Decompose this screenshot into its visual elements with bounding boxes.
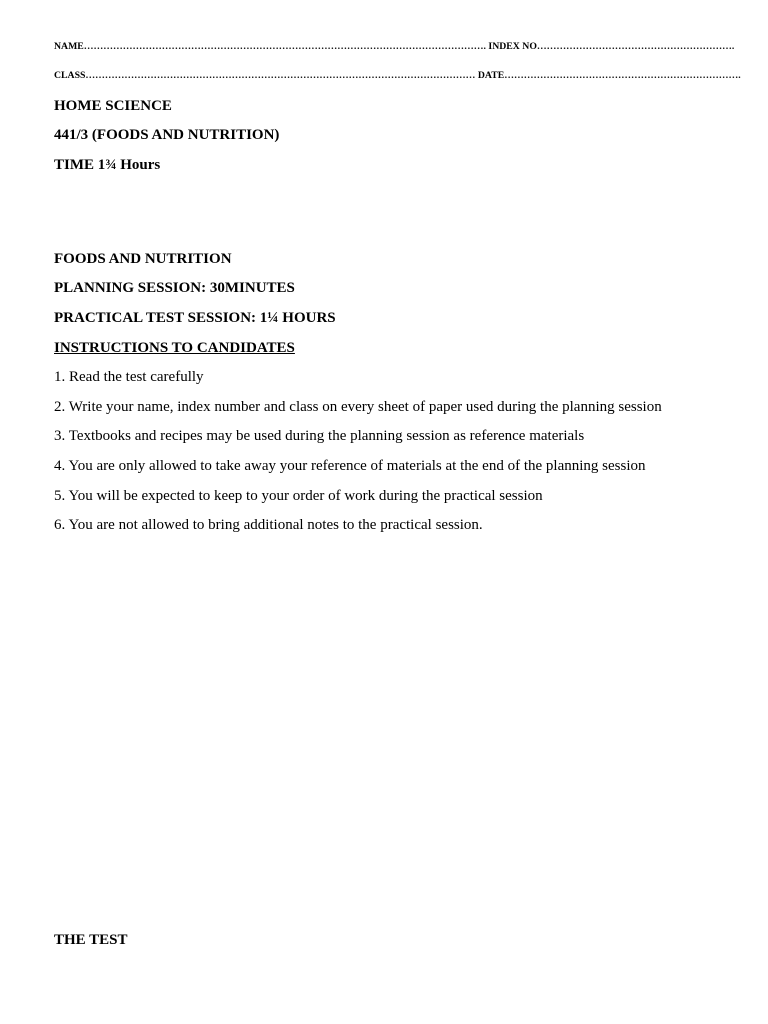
test-section-title: THE TEST: [54, 932, 128, 948]
subject-title: HOME SCIENCE: [54, 98, 172, 114]
instruction-item: 3. Textbooks and recipes may be used during the planning session as reference materials: [54, 428, 585, 444]
planning-session: PLANNING SESSION: 30MINUTES: [54, 280, 295, 296]
name-index-line: NAME……………………………………………………………………………………………………………. INDEX NO…………………………………………………….: [54, 41, 735, 52]
instruction-item: 4. You are only allowed to take away your reference of materials at the end of the planning session: [54, 458, 646, 474]
instruction-item: 5. You will be expected to keep to your order of work during the practical session: [54, 488, 543, 504]
instruction-item: 1. Read the test carefully: [54, 369, 204, 385]
instructions-heading: INSTRUCTIONS TO CANDIDATES: [54, 340, 295, 356]
paper-code: 441/3 (FOODS AND NUTRITION): [54, 127, 280, 143]
session-title: FOODS AND NUTRITION: [54, 251, 232, 267]
instruction-item: 2. Write your name, index number and class on every sheet of paper used during the planning session: [54, 399, 662, 415]
time-allowed: TIME 1¾ Hours: [54, 157, 161, 173]
instruction-item: 6. You are not allowed to bring additional notes to the practical session.: [54, 517, 483, 533]
practical-session: PRACTICAL TEST SESSION: 1¼ HOURS: [54, 310, 336, 326]
class-date-line: CLASS………………………………………………………………………………………………………… DATE……………………………………………………………….: [54, 70, 741, 81]
